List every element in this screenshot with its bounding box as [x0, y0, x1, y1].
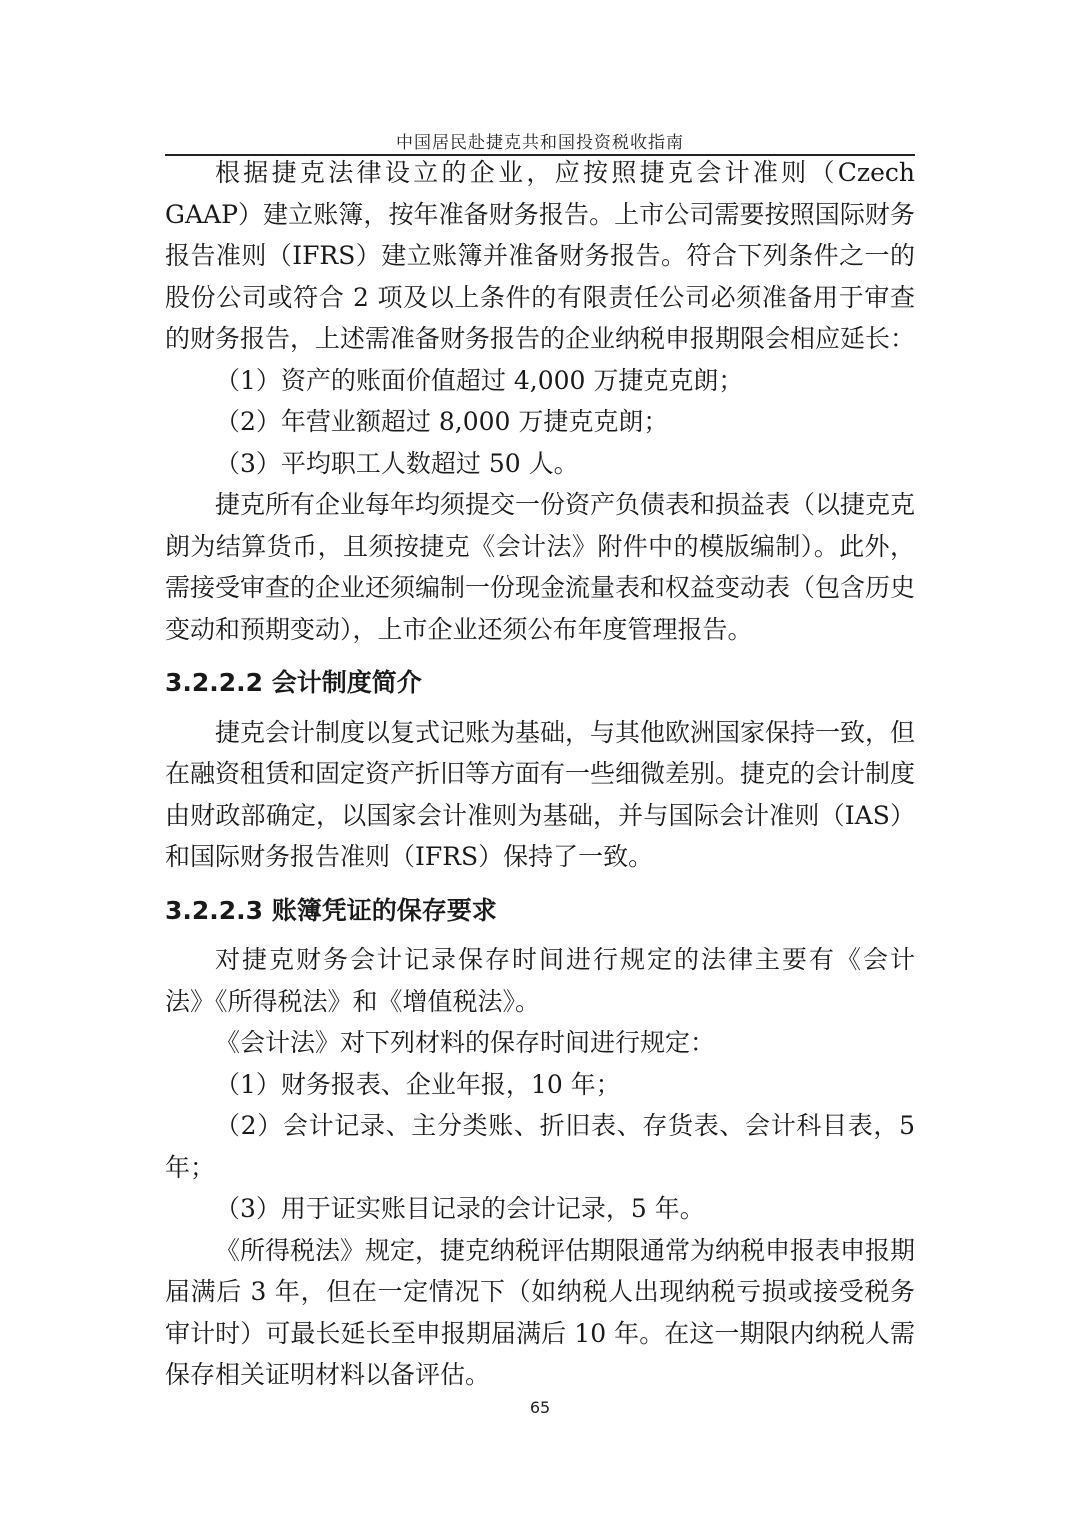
running-header: 中国居民赴捷克共和国投资税收指南	[396, 133, 684, 153]
page-number: 65	[529, 1398, 551, 1417]
condition-item-3: （3）平均职工人数超过 50 人。	[215, 448, 579, 478]
section-heading-record-retention: 3.2.2.3 账簿凭证的保存要求	[165, 895, 497, 925]
condition-item-2: （2）年营业额超过 8,000 万捷克克朗；	[215, 407, 669, 436]
paragraph-accounting-act-intro: 《会计法》对下列材料的保存时间进行规定：	[215, 1028, 716, 1057]
section-heading-accounting-system: 3.2.2.2 会计制度简介	[165, 668, 422, 697]
retention-item-2: （2）会计记录、主分类账、折旧表、存货表、会计科目表，5 年；	[165, 1111, 915, 1182]
paragraph-income-tax-act: 《所得税法》规定，捷克纳税评估期限通常为纳税申报表申报期届满后 3 年，但在一定情况下（如纳税人出现纳税亏损或接受税务审计时）可最长延长至申报期届满后 10 年。在这一期限内纳税人需保存相关证明材料以备评估。	[165, 1235, 916, 1389]
paragraph-accounting-system: 捷克会计制度以复式记账为基础，与其他欧洲国家保持一致，但在融资租赁和固定资产折旧等方面有一些细微差别。捷克的会计制度由财政部确定，以国家会计准则为基础，并与国际会计准则（IAS）和国际财务报告准则（IFRS）保持了一致。	[165, 717, 916, 871]
retention-item-3: （3）用于证实账目记录的会计记录，5 年。	[215, 1194, 705, 1223]
condition-item-1: （1）资产的账面价值超过 4,000 万捷克克朗；	[215, 365, 744, 395]
page-body	[165, 152, 915, 1396]
paragraph-financial-statements: 捷克所有企业每年均须提交一份资产负债表和损益表（以捷克克朗为结算货币，且须按捷克《会计法》附件中的模版编制）。此外，需接受审查的企业还须编制一份现金流量表和权益变动表（包含历史变动和预期变动），上市企业还须公布年度管理报告。	[165, 490, 916, 644]
paragraph-retention-laws: 对捷克财务会计记录保存时间进行规定的法律主要有《会计法》《所得税法》和《增值税法》。	[165, 945, 915, 1016]
paragraph-accounting-standards: 根据捷克法律设立的企业，应按照捷克会计准则（Czech GAAP）建立账簿，按年准备财务报告。上市公司需要按照国际财务报告准则（IFRS）建立账簿并准备财务报告。符合下列条件之一的股份公司或符合 2 项及以上条件的有限责任公司必须准备用于审查的财务报告，上述需准备财务报告的企业纳税申报期限会相应延长：	[165, 158, 916, 353]
retention-item-1: （1）财务报表、企业年报，10 年；	[215, 1069, 621, 1099]
